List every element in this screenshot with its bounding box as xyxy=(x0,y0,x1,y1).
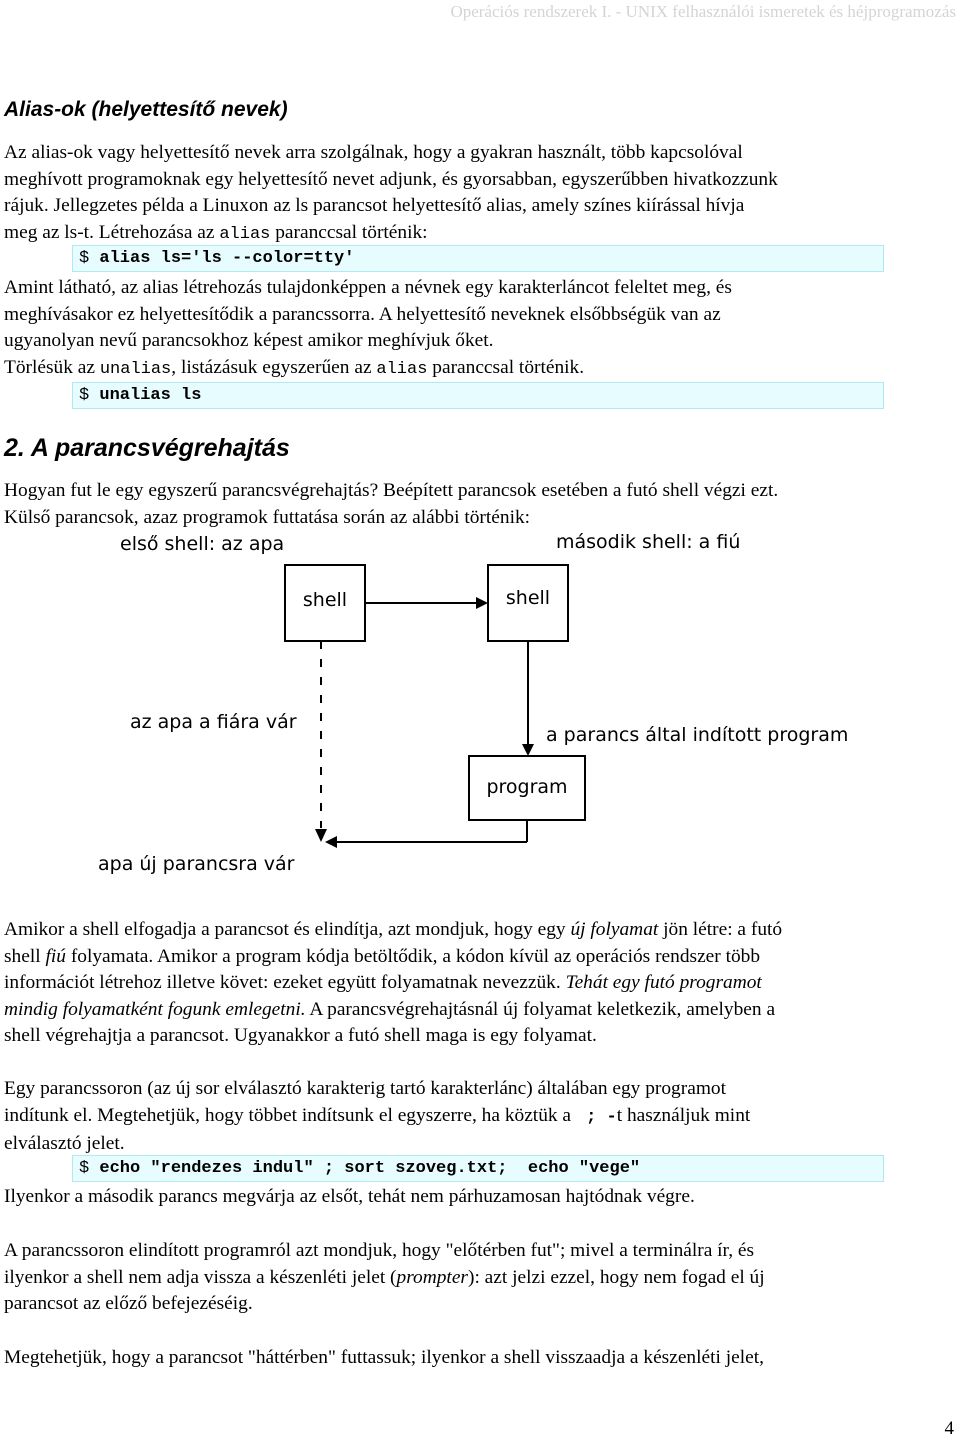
text-run: paranccsal történik. xyxy=(427,356,585,378)
diagram-arrowhead xyxy=(476,597,488,609)
diagram-box-label: shell xyxy=(505,587,551,609)
command-text: unalias ls xyxy=(99,386,202,405)
paragraph-new-process xyxy=(4,917,956,1050)
text-line: elválasztó jelet. xyxy=(4,1133,125,1155)
paragraph-background xyxy=(4,1345,956,1372)
command-box-alias xyxy=(72,245,884,272)
running-header: Operációs rendszerek I. - UNIX felhasználói ismeretek és héjprogramozás xyxy=(450,2,956,21)
paragraph-alias-explained xyxy=(4,275,956,383)
inline-code: alias xyxy=(376,359,428,379)
section-heading-alias: Alias-ok (helyettesítő nevek) xyxy=(4,98,288,121)
paragraph-sequential xyxy=(4,1184,956,1211)
text-line: Egy parancssoron (az új sor elválasztó karakterig tartó karakterlánc) általában egy programot xyxy=(4,1078,726,1099)
text-run: ilyenkor a shell nem adja vissza a készenléti jelet ( xyxy=(4,1266,397,1288)
text-run: Amikor a shell elfogadja a parancsot és elindítja, azt mondjuk, hogy egy xyxy=(4,919,571,940)
text-line: parancsot az előző befejezéséig. xyxy=(4,1293,253,1315)
diagram-label-wait: az apa a fiára vár xyxy=(130,711,297,733)
paragraph-exec-intro xyxy=(4,478,956,531)
page-number: 4 xyxy=(944,1418,954,1439)
text-line: Amint látható, az alias létrehozás tulajdonképpen a névnek egy karakterláncot feleltet meg, és xyxy=(4,277,732,298)
section-heading-exec: 2. A parancsvégrehajtás xyxy=(4,434,290,462)
italic-run: mindig folyamatként fogunk emlegetni. xyxy=(4,998,306,1020)
paragraph-foreground xyxy=(4,1238,956,1318)
command-text: alias ls='ls --color=tty' xyxy=(99,249,355,268)
text-run: meg az ls-t. Létrehozása az xyxy=(4,221,220,243)
diagram-label-started: a parancs által indított program xyxy=(546,724,849,746)
shell-prompt: $ xyxy=(79,386,90,405)
text-run: jön létre: a futó xyxy=(658,919,783,940)
diagram-arrowhead xyxy=(522,744,534,756)
command-box-unalias xyxy=(72,382,884,409)
italic-run: új folyamat xyxy=(570,919,659,940)
italic-run: prompter xyxy=(396,1266,468,1288)
italic-run: Tehát egy futó programot xyxy=(565,972,762,994)
text-line: rájuk. Jellegzetes példa a Linuxon az ls parancsot helyettesítő alias, amely színes kiírással hívja xyxy=(4,195,745,217)
inline-code: ; - xyxy=(575,1107,617,1127)
diagram-box-label: program xyxy=(486,776,568,798)
process-diagram xyxy=(0,528,960,888)
shell-prompt: $ xyxy=(79,1159,90,1178)
text-run: A parancsvégrehajtásnál új folyamat keletkezik, amelyben a xyxy=(305,998,776,1020)
text-run: shell xyxy=(4,945,46,967)
text-line xyxy=(4,997,956,1024)
text-line xyxy=(4,944,956,971)
text-line: A parancssoron elindított programról azt mondjuk, hogy "előtérben fut"; mivel a terminálra ír, és xyxy=(4,1240,755,1261)
text-run: ): azt jelzi ezzel, hogy nem fogad el új xyxy=(467,1266,765,1288)
text-line: shell végrehajtja a parancsot. Ugyanakkor a futó shell maga is egy folyamat. xyxy=(4,1025,597,1047)
text-run: , listázásuk egyszerűen az xyxy=(171,356,377,378)
text-line xyxy=(4,970,956,997)
diagram-arrowhead xyxy=(315,829,327,842)
paragraph-command-line xyxy=(4,1076,956,1158)
text-line: meghívásakor ez helyettesítődik a parancssorra. A helyettesítő neveknek elsőbbségük van az xyxy=(4,303,721,325)
text-line: Az alias-ok vagy helyettesítő nevek arra szolgálnak, hogy a gyakran használt, több kapcsolóval xyxy=(4,142,743,163)
inline-code: unalias xyxy=(99,359,172,379)
diagram-label-parent: első shell: az apa xyxy=(120,533,285,555)
text-line xyxy=(4,1103,956,1132)
paragraph-alias-intro xyxy=(4,140,956,248)
text-run: indítunk el. Megtehetjük, hogy többet indítsunk el egyszerre, ha köztük a xyxy=(4,1104,576,1126)
text-line xyxy=(4,917,956,944)
text-line: Hogyan fut le egy egyszerű parancsvégrehajtás? Beépített parancsok esetében a futó shell végzi ezt. xyxy=(4,480,779,501)
text-run: Törlésük az xyxy=(4,356,100,378)
text-line: Megtehetjük, hogy a parancsot "háttérben" futtassuk; ilyenkor a shell visszaadja a készenléti jelet, xyxy=(4,1347,764,1368)
diagram-arrowhead xyxy=(325,836,337,848)
shell-prompt: $ xyxy=(79,249,90,268)
text-line: Külső parancsok, azaz programok futtatása során az alábbi történik: xyxy=(4,506,531,528)
text-run: folyamata. Amikor a program kódja betöltődik, a kódon kívül az operációs rendszer több xyxy=(65,945,761,967)
text-line: meghívott programoknak egy helyettesítő nevet adjunk, és gyorsabban, egyszerűbben hivatkozzunk xyxy=(4,168,778,190)
text-run: paranccsal történik: xyxy=(270,221,428,243)
text-line xyxy=(4,1265,956,1292)
diagram-label-new-command: apa új parancsra vár xyxy=(98,853,295,875)
diagram-label-child: második shell: a fiú xyxy=(556,531,741,553)
italic-run: fiú xyxy=(45,945,66,967)
diagram-box-label: shell xyxy=(302,589,348,611)
command-box-sequence xyxy=(72,1155,884,1182)
text-line: Ilyenkor a második parancs megvárja az elsőt, tehát nem párhuzamosan hajtódnak végre. xyxy=(4,1186,695,1207)
text-run: információt létrehoz illetve követ: ezeket együtt folyamatnak nevezzük. xyxy=(4,972,566,994)
text-line: ugyanolyan nevű parancsokhoz képest amikor meghívjuk őket. xyxy=(4,330,494,352)
command-text: echo "rendezes indul" ; sort szoveg.txt; echo "vege" xyxy=(99,1159,641,1178)
inline-code: alias xyxy=(219,224,271,244)
text-line xyxy=(4,355,956,384)
text-run: t használjuk mint xyxy=(616,1104,751,1126)
